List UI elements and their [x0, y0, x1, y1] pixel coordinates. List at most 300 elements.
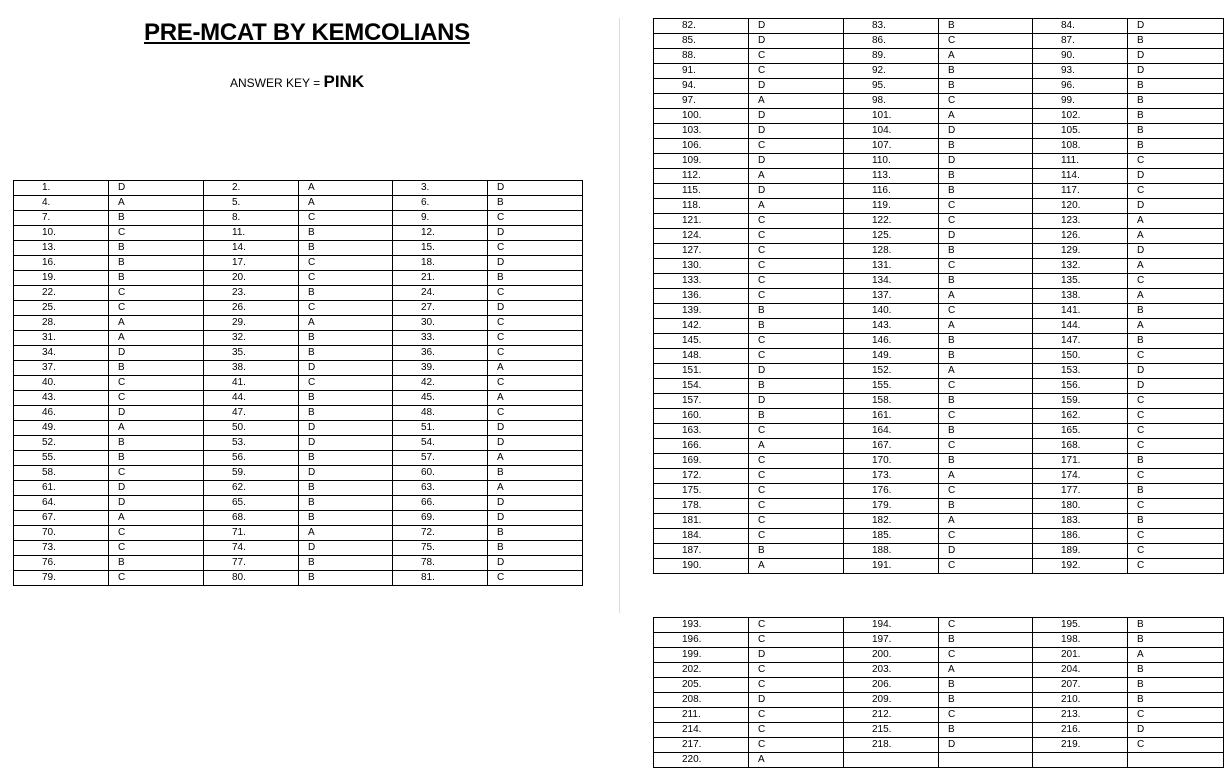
table-row: [654, 109, 1224, 124]
table-row: [654, 334, 1224, 349]
answer-letter: B: [1128, 618, 1224, 633]
answer-letter: D: [488, 301, 583, 316]
answer-letter: C: [488, 331, 583, 346]
answer-table-3: [653, 617, 1224, 768]
answer-letter: C: [109, 391, 204, 406]
question-number: 30.: [393, 316, 488, 331]
answer-letter: D: [749, 19, 844, 34]
question-number: 39.: [393, 361, 488, 376]
question-number: 137.: [844, 289, 939, 304]
answer-letter: D: [488, 181, 583, 196]
question-number: 220.: [654, 753, 749, 768]
question-number: 100.: [654, 109, 749, 124]
table-row: [654, 64, 1224, 79]
question-number: 55.: [14, 451, 109, 466]
answer-letter: [939, 753, 1033, 768]
answer-letter: A: [109, 196, 204, 211]
answer-letter: C: [939, 439, 1033, 454]
answer-letter: B: [939, 394, 1033, 409]
answer-letter: D: [749, 109, 844, 124]
answer-letter: D: [939, 124, 1033, 139]
question-number: 152.: [844, 364, 939, 379]
question-number: 16.: [14, 256, 109, 271]
question-number: 33.: [393, 331, 488, 346]
answer-letter: C: [939, 708, 1033, 723]
question-number: 45.: [393, 391, 488, 406]
question-number: 132.: [1033, 259, 1128, 274]
answer-letter: C: [749, 244, 844, 259]
answer-letter: B: [109, 361, 204, 376]
table-row: [14, 301, 583, 316]
question-number: 58.: [14, 466, 109, 481]
question-number: 50.: [204, 421, 299, 436]
table-row: [654, 424, 1224, 439]
answer-letter: C: [749, 514, 844, 529]
answer-letter: C: [749, 484, 844, 499]
question-number: 44.: [204, 391, 299, 406]
answer-letter: C: [939, 259, 1033, 274]
answer-table-2: [653, 18, 1224, 574]
answer-letter: B: [488, 271, 583, 286]
table-row: [654, 154, 1224, 169]
answer-letter: B: [488, 541, 583, 556]
answer-letter: C: [1128, 154, 1224, 169]
question-number: 14.: [204, 241, 299, 256]
table-row: [654, 379, 1224, 394]
answer-letter: C: [939, 409, 1033, 424]
question-number: 194.: [844, 618, 939, 633]
question-number: 105.: [1033, 124, 1128, 139]
question-number: 29.: [204, 316, 299, 331]
answer-letter: C: [939, 94, 1033, 109]
answer-letter: B: [299, 511, 393, 526]
question-number: 173.: [844, 469, 939, 484]
answer-letter: A: [749, 753, 844, 768]
answer-letter: C: [939, 618, 1033, 633]
answer-letter: C: [488, 346, 583, 361]
answer-letter: C: [749, 723, 844, 738]
answer-letter: B: [1128, 454, 1224, 469]
answer-letter: D: [1128, 364, 1224, 379]
answer-letter: A: [109, 331, 204, 346]
table-row: [654, 79, 1224, 94]
answer-letter: C: [1128, 738, 1224, 753]
question-number: 52.: [14, 436, 109, 451]
question-number: 1.: [14, 181, 109, 196]
question-number: 204.: [1033, 663, 1128, 678]
question-number: 141.: [1033, 304, 1128, 319]
answer-letter: C: [109, 466, 204, 481]
question-number: 93.: [1033, 64, 1128, 79]
table-row: [654, 229, 1224, 244]
table-row: [14, 406, 583, 421]
answer-letter: B: [749, 544, 844, 559]
question-number: 22.: [14, 286, 109, 301]
question-number: 183.: [1033, 514, 1128, 529]
answer-letter: D: [1128, 19, 1224, 34]
question-number: 131.: [844, 259, 939, 274]
question-number: 195.: [1033, 618, 1128, 633]
question-number: 217.: [654, 738, 749, 753]
answer-letter: B: [749, 304, 844, 319]
question-number: 153.: [1033, 364, 1128, 379]
question-number: 168.: [1033, 439, 1128, 454]
table-row: [654, 723, 1224, 738]
table-row: [14, 271, 583, 286]
answer-key-label: ANSWER KEY =: [230, 76, 324, 90]
table-row: [654, 633, 1224, 648]
question-number: 56.: [204, 451, 299, 466]
question-number: 208.: [654, 693, 749, 708]
question-number: 46.: [14, 406, 109, 421]
answer-letter: C: [939, 304, 1033, 319]
table-row: [654, 49, 1224, 64]
table-row: [654, 469, 1224, 484]
answer-letter: C: [109, 571, 204, 586]
question-number: 41.: [204, 376, 299, 391]
table-row: [14, 346, 583, 361]
answer-letter: B: [939, 349, 1033, 364]
table-row: [14, 481, 583, 496]
answer-letter: A: [749, 439, 844, 454]
answer-letter: B: [299, 241, 393, 256]
table-row: [654, 34, 1224, 49]
question-number: 74.: [204, 541, 299, 556]
question-number: 187.: [654, 544, 749, 559]
question-number: 80.: [204, 571, 299, 586]
answer-letter: D: [488, 421, 583, 436]
question-number: 156.: [1033, 379, 1128, 394]
answer-letter: B: [939, 139, 1033, 154]
answer-letter: A: [109, 316, 204, 331]
question-number: 133.: [654, 274, 749, 289]
question-number: 162.: [1033, 409, 1128, 424]
table-row: [654, 454, 1224, 469]
question-number: 12.: [393, 226, 488, 241]
answer-letter: A: [749, 169, 844, 184]
question-number: 113.: [844, 169, 939, 184]
question-number: 115.: [654, 184, 749, 199]
answer-letter: C: [109, 526, 204, 541]
question-number: 47.: [204, 406, 299, 421]
question-number: 21.: [393, 271, 488, 286]
answer-letter: B: [488, 526, 583, 541]
question-number: 139.: [654, 304, 749, 319]
question-number: 175.: [654, 484, 749, 499]
answer-letter: A: [939, 289, 1033, 304]
question-number: 151.: [654, 364, 749, 379]
question-number: 95.: [844, 79, 939, 94]
answer-letter: C: [749, 349, 844, 364]
answer-letter: [1128, 753, 1224, 768]
answer-letter: A: [299, 181, 393, 196]
question-number: 163.: [654, 424, 749, 439]
table-row: [14, 376, 583, 391]
answer-letter: D: [1128, 379, 1224, 394]
page-divider: [619, 18, 620, 613]
question-number: 174.: [1033, 469, 1128, 484]
answer-letter: A: [488, 451, 583, 466]
question-number: 87.: [1033, 34, 1128, 49]
question-number: 7.: [14, 211, 109, 226]
question-number: 96.: [1033, 79, 1128, 94]
question-number: 134.: [844, 274, 939, 289]
question-number: 86.: [844, 34, 939, 49]
question-number: [1033, 753, 1128, 768]
answer-letter: C: [939, 559, 1033, 574]
table-row: [14, 571, 583, 586]
question-number: 177.: [1033, 484, 1128, 499]
table-row: [654, 738, 1224, 753]
question-number: 90.: [1033, 49, 1128, 64]
answer-letter: C: [939, 379, 1033, 394]
answer-letter: B: [1128, 304, 1224, 319]
answer-letter: C: [1128, 409, 1224, 424]
table-row: [654, 693, 1224, 708]
table-row: [654, 663, 1224, 678]
answer-letter: A: [1128, 289, 1224, 304]
question-number: 218.: [844, 738, 939, 753]
question-number: 117.: [1033, 184, 1128, 199]
question-number: 67.: [14, 511, 109, 526]
answer-letter: B: [109, 271, 204, 286]
answer-letter: A: [488, 391, 583, 406]
question-number: 19.: [14, 271, 109, 286]
question-number: 164.: [844, 424, 939, 439]
answer-letter: B: [939, 499, 1033, 514]
answer-letter: C: [299, 211, 393, 226]
answer-letter: B: [939, 64, 1033, 79]
answer-letter: C: [939, 484, 1033, 499]
question-number: 98.: [844, 94, 939, 109]
answer-letter: A: [488, 481, 583, 496]
table-row: [654, 184, 1224, 199]
question-number: 157.: [654, 394, 749, 409]
table-row: [14, 511, 583, 526]
answer-letter: B: [939, 693, 1033, 708]
question-number: 121.: [654, 214, 749, 229]
answer-letter: D: [1128, 169, 1224, 184]
question-number: 155.: [844, 379, 939, 394]
answer-letter: C: [749, 229, 844, 244]
answer-letter: B: [1128, 663, 1224, 678]
question-number: 203.: [844, 663, 939, 678]
answer-letter: A: [749, 199, 844, 214]
question-number: 63.: [393, 481, 488, 496]
answer-letter: D: [1128, 723, 1224, 738]
answer-letter: B: [939, 169, 1033, 184]
answer-letter: A: [939, 364, 1033, 379]
answer-letter: B: [939, 244, 1033, 259]
table-row: [654, 678, 1224, 693]
question-number: 149.: [844, 349, 939, 364]
table-row: [654, 484, 1224, 499]
answer-letter: C: [488, 571, 583, 586]
answer-letter: A: [939, 514, 1033, 529]
answer-letter: C: [1128, 424, 1224, 439]
table-row: [14, 526, 583, 541]
answer-letter: C: [109, 301, 204, 316]
question-number: 107.: [844, 139, 939, 154]
question-number: 49.: [14, 421, 109, 436]
question-number: 148.: [654, 349, 749, 364]
question-number: 166.: [654, 439, 749, 454]
question-number: 70.: [14, 526, 109, 541]
answer-letter: B: [109, 211, 204, 226]
answer-letter: C: [939, 199, 1033, 214]
table-row: [654, 409, 1224, 424]
answer-letter: D: [299, 361, 393, 376]
question-number: 64.: [14, 496, 109, 511]
question-number: 213.: [1033, 708, 1128, 723]
question-number: 150.: [1033, 349, 1128, 364]
answer-letter: C: [749, 633, 844, 648]
answer-letter: B: [299, 346, 393, 361]
question-number: 196.: [654, 633, 749, 648]
answer-letter: A: [488, 361, 583, 376]
question-number: 216.: [1033, 723, 1128, 738]
table-row: [654, 349, 1224, 364]
question-number: 136.: [654, 289, 749, 304]
question-number: 27.: [393, 301, 488, 316]
answer-letter: D: [488, 256, 583, 271]
answer-letter: B: [939, 79, 1033, 94]
answer-letter: D: [1128, 64, 1224, 79]
answer-letter: C: [1128, 708, 1224, 723]
answer-letter: B: [1128, 484, 1224, 499]
question-number: 78.: [393, 556, 488, 571]
answer-letter: D: [749, 79, 844, 94]
answer-letter: B: [749, 319, 844, 334]
answer-letter: B: [299, 556, 393, 571]
question-number: 61.: [14, 481, 109, 496]
answer-letter: B: [939, 454, 1033, 469]
answer-letter: C: [749, 663, 844, 678]
question-number: 207.: [1033, 678, 1128, 693]
answer-letter: B: [299, 391, 393, 406]
answer-letter: B: [939, 723, 1033, 738]
table-row: [14, 316, 583, 331]
answer-letter: D: [488, 226, 583, 241]
answer-key-line: [230, 72, 364, 92]
question-number: 9.: [393, 211, 488, 226]
answer-letter: C: [488, 316, 583, 331]
question-number: 159.: [1033, 394, 1128, 409]
question-number: 79.: [14, 571, 109, 586]
question-number: 11.: [204, 226, 299, 241]
answer-letter: C: [1128, 499, 1224, 514]
answer-letter: D: [749, 364, 844, 379]
question-number: 161.: [844, 409, 939, 424]
question-number: 143.: [844, 319, 939, 334]
answer-letter: B: [1128, 678, 1224, 693]
question-number: 167.: [844, 439, 939, 454]
question-number: 189.: [1033, 544, 1128, 559]
answer-letter: B: [749, 409, 844, 424]
answer-letter: C: [1128, 439, 1224, 454]
question-number: 26.: [204, 301, 299, 316]
question-number: 198.: [1033, 633, 1128, 648]
question-number: 103.: [654, 124, 749, 139]
question-number: 75.: [393, 541, 488, 556]
answer-letter: B: [488, 196, 583, 211]
answer-letter: C: [939, 214, 1033, 229]
question-number: 202.: [654, 663, 749, 678]
question-number: 138.: [1033, 289, 1128, 304]
answer-letter: D: [299, 466, 393, 481]
answer-letter: C: [109, 541, 204, 556]
answer-letter: C: [749, 469, 844, 484]
question-number: 140.: [844, 304, 939, 319]
question-number: 31.: [14, 331, 109, 346]
question-number: 112.: [654, 169, 749, 184]
answer-letter: B: [1128, 693, 1224, 708]
question-number: 119.: [844, 199, 939, 214]
question-number: 69.: [393, 511, 488, 526]
answer-letter: A: [939, 319, 1033, 334]
answer-letter: A: [1128, 214, 1224, 229]
question-number: 124.: [654, 229, 749, 244]
table-row: [654, 499, 1224, 514]
question-number: 65.: [204, 496, 299, 511]
answer-letter: C: [749, 529, 844, 544]
question-number: 84.: [1033, 19, 1128, 34]
question-number: 102.: [1033, 109, 1128, 124]
answer-letter: A: [1128, 319, 1224, 334]
answer-letter: B: [299, 496, 393, 511]
question-number: 38.: [204, 361, 299, 376]
question-number: 128.: [844, 244, 939, 259]
question-number: 201.: [1033, 648, 1128, 663]
answer-letter: C: [749, 618, 844, 633]
answer-letter: C: [1128, 394, 1224, 409]
question-number: 6.: [393, 196, 488, 211]
answer-letter: A: [1128, 648, 1224, 663]
question-number: 171.: [1033, 454, 1128, 469]
answer-letter: D: [749, 154, 844, 169]
answer-letter: B: [1128, 34, 1224, 49]
table-row: [14, 451, 583, 466]
answer-letter: A: [749, 94, 844, 109]
table-row: [14, 331, 583, 346]
question-number: 35.: [204, 346, 299, 361]
table-row: [14, 196, 583, 211]
question-number: 209.: [844, 693, 939, 708]
answer-letter: B: [1128, 79, 1224, 94]
question-number: 169.: [654, 454, 749, 469]
answer-letter: B: [299, 481, 393, 496]
answer-letter: B: [299, 451, 393, 466]
table-row: [14, 241, 583, 256]
question-number: 199.: [654, 648, 749, 663]
table-row: [14, 256, 583, 271]
question-number: 116.: [844, 184, 939, 199]
answer-letter: B: [939, 274, 1033, 289]
question-number: 54.: [393, 436, 488, 451]
table-row: [654, 364, 1224, 379]
answer-letter: D: [749, 394, 844, 409]
answer-letter: D: [109, 496, 204, 511]
answer-letter: A: [109, 421, 204, 436]
table-row: [654, 529, 1224, 544]
answer-letter: D: [109, 181, 204, 196]
answer-letter: C: [1128, 529, 1224, 544]
table-row: [14, 556, 583, 571]
answer-letter: A: [299, 526, 393, 541]
table-row: [14, 421, 583, 436]
table-row: [14, 286, 583, 301]
question-number: 182.: [844, 514, 939, 529]
